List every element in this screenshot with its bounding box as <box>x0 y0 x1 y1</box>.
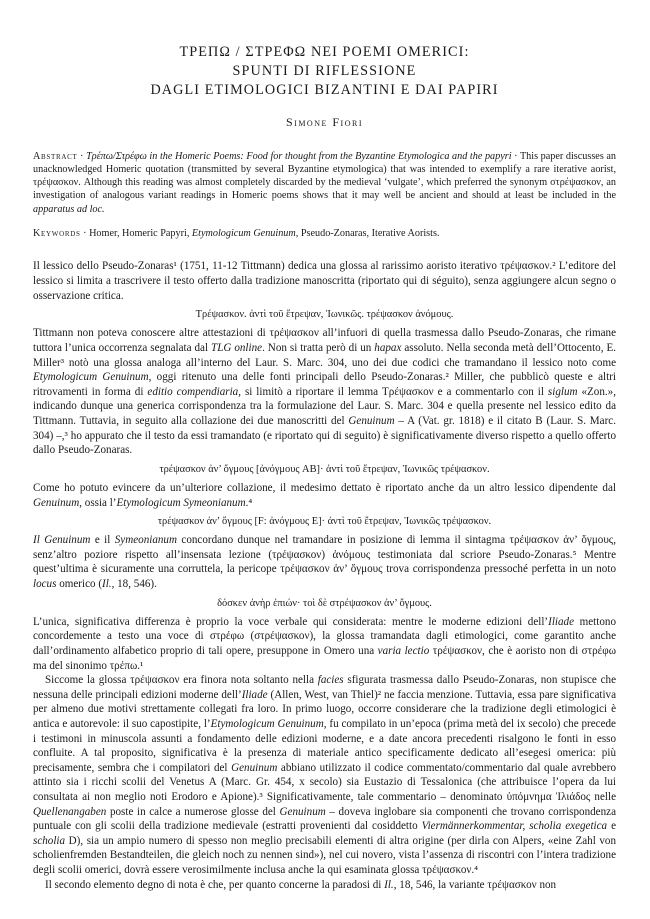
text-segment: (Allen, West, van Thiel)² ne faccia menzione. Tuttavia, essa pare significativa per almeno due motivi strettamente collegati fra loro. In primo luogo, occorre considerare che la tradizione degli etimologici è antica e autorevole: il suo capostipite, l’ <box>33 688 617 731</box>
paragraph-6 <box>33 673 616 877</box>
title-line-2: SPUNTI DI RIFLESSIONE <box>232 63 417 79</box>
text-segment: «Zon.», indicando dunque una generica corrispondenza tra la formulazione del Laur. S. Marc. 304 e quella presente nel lessico edito da Tittmann. Tuttavia, in seguito alla collazione dei due manoscritti del <box>33 385 616 427</box>
text-segment: , 18, 546, la variante τρέψασκον non <box>393 878 557 891</box>
text-segment: poste in calce a numerose glosse del <box>106 805 280 818</box>
italic-term: Etymologicum Genuinum <box>33 371 149 384</box>
italic-term: Etymologicum Genuinum <box>210 718 324 731</box>
italic-term: Genuinum <box>279 805 326 818</box>
author-name: Simone Fiori <box>285 115 363 129</box>
text-segment: , ossia l’ <box>79 496 117 509</box>
title-line-1: ΤΡΕΠΩ / ΣΤΡΕΦΩ NEI POEMI OMERICI: <box>179 44 470 60</box>
abstract-text-italic: apparatus ad loc. <box>33 203 105 215</box>
italic-term: editio compendiaria <box>147 385 239 398</box>
greek-quotation-3: τρέψασκον ἀν’ ὄγμους [F: ἀνόγμους E]· ἀντὶ τοῦ ἔτρεψαν, Ἰωνικῶς τρέψασκον. <box>157 516 492 528</box>
title-line-3: DAGLI ETIMOLOGICI BIZANTINI E DAI PAPIRI <box>150 82 499 98</box>
italic-term: Viermännerkommentar, scholia exegetica <box>421 820 608 833</box>
abstract-sep: · <box>77 150 87 162</box>
italic-term: Etymologicum Symeonianum <box>116 496 246 509</box>
paragraph-2 <box>33 326 616 457</box>
greek-quotation-4: δόσκεν ἀνὴρ ἐπιών· τοὶ δὲ στρέψασκον ἀν’ ὄγμους. <box>217 597 432 609</box>
text-segment: – A (Vat. gr. 1818) e il citato B (Laur. S. Marc. 304) –,³ ho appurato che il testo da essi tramandato (e riportato qui di seguito) è significativamente diverso rispetto a quello offerto dallo Pseudo-Zonaras. <box>33 414 616 457</box>
text-segment: abbiano utilizzato il codice commentato/commentario dal quale avrebbero attinto sia i ricchi scolii del Venetus A (Marc. Gr. 454, x secolo) sia Eustazio di Tessalonica (che attribuisce l’opera da lui consultata ai non meglio noti Erodoro e Apione).³ Significativamente, tale commentario – denominato ὑπόμνημα Ἰλιάδος nelle <box>33 761 617 803</box>
text-segment: concordano dunque nel tramandare in posizione di lemma il sintagma τρέψασκον ἀν’ ὄγμους, senz’altro poziore rispetto all’insensata lezione (τρέψασκον) ἀνόμους testimoniata dal scriore Pseudo-Zonaras.⁵ Mentre quest’ultima è sicuramente una corruttela, la pericope τρέψασκον ἀν’ ὄγμους trova corrispondenza pressoché perfetta in un noto <box>33 534 616 576</box>
abstract <box>33 150 616 216</box>
abstract-text: · This paper discusses an unacknowledged Homeric quotation (transmitted by several Byzantine etymologica) that was intended to exemplify a rare iterative aorist, τρέψασκον. Although this reading was almost completely discarded by the medieval ‘vulgate’, which preferred the synonym στρέψασκον, an investigation of analogous variant readings in Homeric poems shows that it may well be ancient and should at least be included in the <box>33 150 616 202</box>
italic-term: facies <box>317 674 344 687</box>
text-segment: , 18, 546). <box>111 578 157 591</box>
text-segment: Tittmann non poteva conoscere altre attestazioni di τρέψασκον all’infuori di quella trasmessa dallo Pseudo-Zonaras, che rimane tuttora l’unica occorrenza segnalata dal <box>33 327 616 354</box>
italic-term: Il Genuinum <box>33 534 91 547</box>
paragraph-3 <box>33 481 616 510</box>
text-segment: Il secondo elemento degno di nota è che, per quanto concerne la paradosi di <box>45 878 385 891</box>
italic-term: TLG online <box>211 341 263 354</box>
text-segment: e <box>607 820 616 833</box>
italic-term: Iliade <box>548 615 575 628</box>
text-segment: D), sia un ampio numero di spesso non meglio precisabili elementi di altra origine (per dirla con Alpers, «eine Zahl von scholienfremden Bestandteilen, die gleich noch zu nennen sind»), nel cui novero, vista l’assenza di riscontri con l’intera tradizione degli scolii omerici, dovrà essere verosimilmente inclusa anche la qui esaminata glossa τρέψασκον.⁴ <box>33 834 616 876</box>
italic-term: Iliade <box>241 688 268 701</box>
italic-term: Il. <box>384 878 394 891</box>
paragraph-7 <box>33 878 616 893</box>
italic-term: Quellenangaben <box>33 805 107 818</box>
text-segment: Come ho potuto evincere da un’ulteriore collazione, il medesimo dettato è riportato anche da un altro lessico dipendente dal <box>33 481 616 494</box>
italic-term: scholia <box>33 834 66 847</box>
body-text <box>33 259 616 892</box>
greek-quotation-2: τρέψασκον ἀν’ ὄγμους [ἀνόγμους AB]· ἀντὶ τοῦ ἔτρεψαν, Ἰωνικῶς τρέψασκον. <box>159 463 490 475</box>
abstract-label: Abstract <box>33 150 78 162</box>
keywords-text-b: , Pseudo-Zonaras, Iterative Aorists. <box>295 228 440 240</box>
text-segment: .⁴ <box>245 496 253 509</box>
italic-term: Genuinum <box>348 414 395 427</box>
italic-term: locus <box>33 578 57 591</box>
text-segment: , si limitò a riportare il lemma Τρέψασκον e a commentarlo con il <box>238 385 548 398</box>
text-segment: . Non si tratta però di un <box>262 341 375 354</box>
text-segment: omerico ( <box>56 578 103 591</box>
text-segment: τρέψασκον, che è aoristo non di στρέφω ma del sinonimo τρέπω.¹ <box>33 645 616 672</box>
italic-term: Genuinum <box>33 496 80 509</box>
italic-term: Il. <box>102 578 112 591</box>
keywords <box>33 227 616 240</box>
italic-term: hapax <box>374 341 402 354</box>
text-segment: L’unica, significativa differenza è proprio la voce verbale qui considerata: mentre le moderne edizioni dell’ <box>33 615 549 628</box>
text-segment: e il <box>90 534 115 547</box>
italic-term: Symeonianum <box>114 534 177 547</box>
italic-term: Genuinum <box>231 761 278 774</box>
text-segment: – doveva inglobare sia componenti che trovano corrispondenza puntuale con gli scolii della tradizione medievale (estratti provenienti dal cosiddetto <box>33 805 616 833</box>
keywords-text-a: · Homer, Homeric Papyri, <box>80 228 192 240</box>
greek-quotation-1: Τρέψασκον. ἀντὶ τοῦ ἔτρεψαν, Ἰωνικῶς. τρέψασκον ἀνόμους. <box>195 309 454 321</box>
text-segment: , oggi ritenuto una delle fonti principali dello Pseudo-Zonaras.² Miller, che pubblicò queste e altri ritrovamenti in forma di <box>33 371 616 398</box>
italic-term: siglum <box>547 385 578 398</box>
keywords-label: Keywords <box>33 228 81 240</box>
text-segment: Siccome la glossa τρέψασκον era finora nota soltanto nella <box>45 674 318 687</box>
text-segment: assoluto. Nella seconda metà dell’Ottocento, E. Miller³ notò una glossa analoga all’interno del Laur. S. Marc. 304, uno dei due codici che tramandano il lessico noto come <box>33 341 616 369</box>
abstract-title: Τρέπω/Στρέφω in the Homeric Poems: Food for thought from the Byzantine Etymologica and the papyri <box>86 150 512 162</box>
text-segment: , fu compilato in un’epoca (prima metà del ix secolo) che precede i testimoni in minuscola assunti a fondamento delle edizioni moderne, e a date ancora precedenti risalgono le fonti in esso confluite. A tal proposito, significativa è la presenza di materiale antico specificamente dedicato all’esegesi omerica: più precisamente, sembra che i compilatori del <box>33 718 616 774</box>
text-segment: mettono concordemente a testo una voce di στρέφω (στρέψασκον), la glossa tramandata dagli etimologici, come garantito anche dall’ordinamento alfabetico proprio di tali opere, presuppone in Omero una <box>33 615 616 658</box>
paper-title <box>33 43 616 100</box>
text-segment: sfigurata trasmessa dallo Pseudo-Zonaras, non stupisce che nessuna delle principali edizioni moderne dell’ <box>33 674 616 701</box>
paragraph-4 <box>33 533 616 591</box>
italic-term: varia lectio <box>377 645 430 658</box>
keywords-italic: Etymologicum Genuinum <box>191 228 296 240</box>
paragraph-5 <box>33 615 616 673</box>
paragraph-1: Il lessico dello Pseudo-Zonaras¹ (1751, 11-12 Tittmann) dedica una glossa al rarissimo aoristo iterativo τρέψασκον.² L’editore del lessico si limita a trascrivere il testo offerto dalla tradizione manoscritta (riportato qui di séguito), senza aggiungere alcun segno o osservazione critica. <box>33 260 616 302</box>
